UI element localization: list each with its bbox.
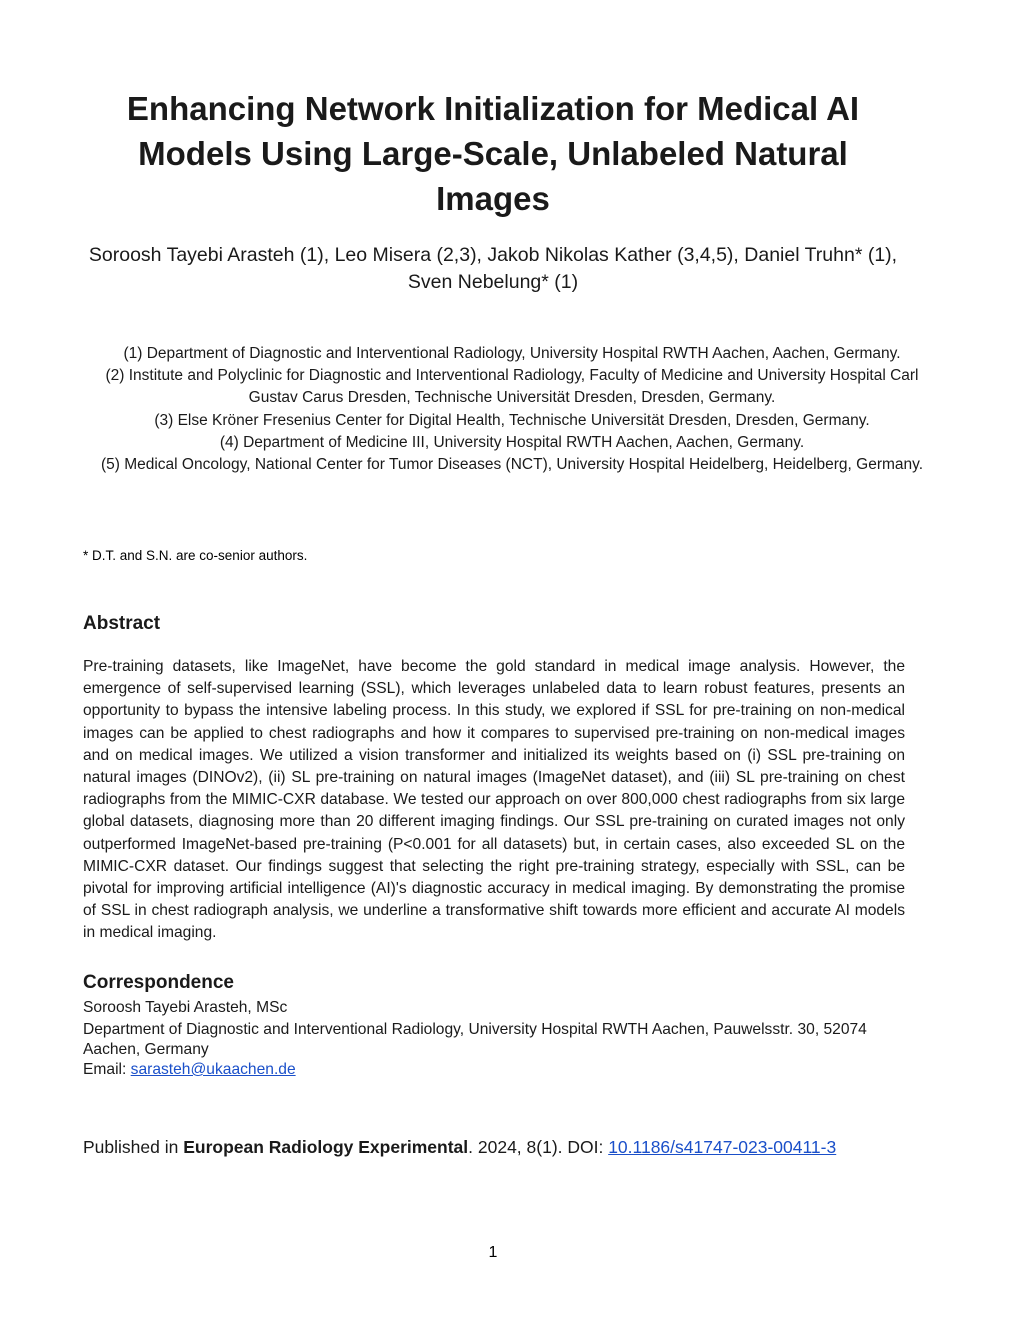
doi-link[interactable]: 10.1186/s41747-023-00411-3	[608, 1137, 837, 1157]
paper-title: Enhancing Network Initialization for Medical AI Models Using Large-Scale, Unlabeled Natural Images	[126, 90, 860, 217]
abstract-heading: Abstract	[83, 613, 161, 634]
co-senior-note: * D.T. and S.N. are co-senior authors.	[83, 548, 308, 563]
affiliation-3: (3) Else Kröner Fresenius Center for Digital Health, Technische Universität Dresden, Dresden, Germany.	[154, 411, 870, 429]
affiliation-4: (4) Department of Medicine III, University Hospital RWTH Aachen, Aachen, Germany.	[219, 433, 805, 451]
abstract-text: Pre-training datasets, like ImageNet, have become the gold standard in medical image analysis. However, the emergence of self-supervised learning (SSL), which leverages unlabeled data to learn robust features, presents an opportunity to bypass the intensive labeling process. In this study, we explored if SSL for pre-training on non-medical images can be applied to chest radiographs and how it compares to supervised pre-training on non-medical images and on medical images. We utilized a vision transformer and initialized its weights based on (i) SSL pre-training on natural images (DINOv2), (ii) SL pre-training on natural images (ImageNet dataset), and (iii) SL pre-training on chest radiographs from the MIMIC-CXR database. We tested our approach on over 800,000 chest radiographs from six large global datasets, diagnosing more than 20 different imaging findings. Our SSL pre-training on curated images not only outperformed ImageNet-based pre-training (P<0.001 for all datasets) but, in certain cases, also exceeded SL on the MIMIC-CXR dataset. Our findings suggest that selecting the right pre-training strategy, especially with SSL, can be pivotal for improving artificial intelligence (AI)'s diagnostic accuracy in medical imaging. By demonstrating the promise of SSL in chest radiograph analysis, we underline a transformative shift towards more efficient and accurate AI models in medical imaging.	[83, 658, 905, 942]
correspondence-name: Soroosh Tayebi Arasteh, MSc	[83, 999, 288, 1016]
correspondence-heading: Correspondence	[83, 972, 234, 993]
affiliation-list	[100, 343, 924, 476]
correspondence-block	[83, 998, 905, 1080]
correspondence-address: Department of Diagnostic and Interventional Radiology, University Hospital RWTH Aachen, Pauwelsstr. 30, 52074 Aachen, Germany	[83, 1021, 867, 1058]
publication-prefix: Published in	[83, 1137, 184, 1157]
affiliation-1: (1) Department of Diagnostic and Interventional Radiology, University Hospital RWTH Aachen, Aachen, Germany.	[123, 345, 901, 362]
publication-details: . 2024, 8(1). DOI:	[468, 1137, 609, 1157]
journal-name: European Radiology Experimental	[183, 1137, 469, 1157]
correspondence-email-row	[83, 1061, 296, 1078]
email-link[interactable]: sarasteh@ukaachen.de	[130, 1061, 296, 1078]
author-list: Soroosh Tayebi Arasteh (1), Leo Misera (2,3), Jakob Nikolas Kather (3,4,5), Daniel Truhn* (1), Sven Nebelung* (1)	[88, 244, 898, 293]
email-label: Email:	[83, 1061, 131, 1078]
affiliation-2: (2) Institute and Polyclinic for Diagnostic and Interventional Radiology, Faculty of Medicine and University Hospital Carl Gustav Carus Dresden, Technische Universität Dresden, Dresden, Germany.	[105, 367, 919, 407]
page-number: 1	[488, 1244, 498, 1261]
publication-line	[83, 1135, 943, 1159]
affiliation-5: (5) Medical Oncology, National Center for Tumor Diseases (NCT), University Hospital Heidelberg, Heidelberg, Germany.	[100, 456, 924, 474]
